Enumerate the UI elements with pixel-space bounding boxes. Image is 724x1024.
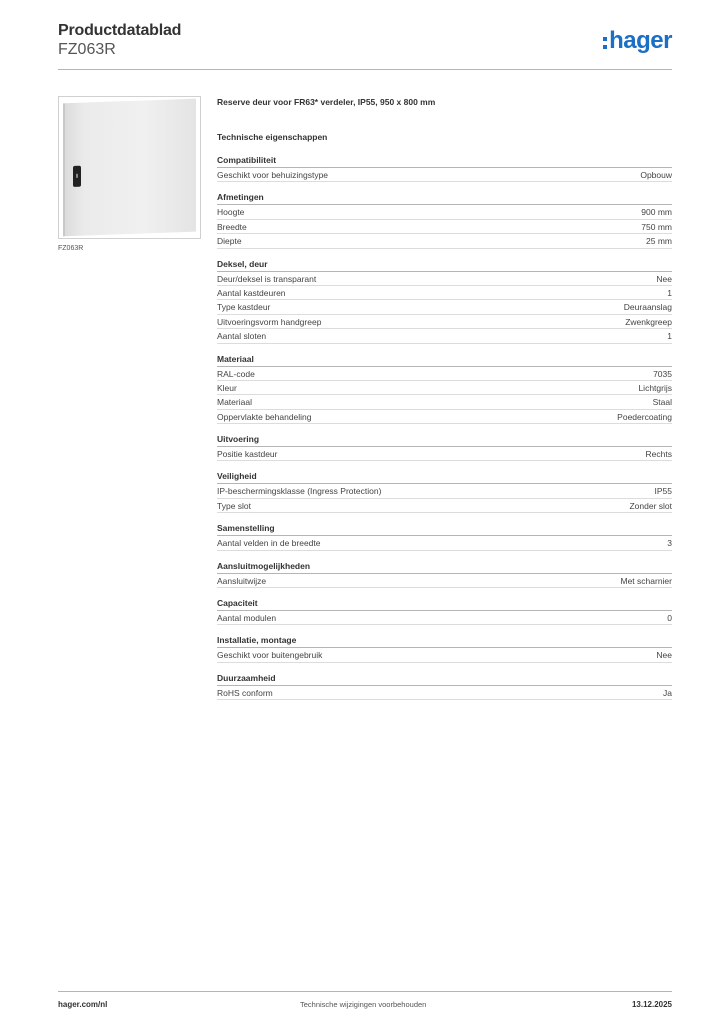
section-title: Veiligheid: [217, 469, 672, 484]
spec-row: [217, 410, 672, 424]
spec-row: [217, 395, 672, 409]
product-image: [58, 96, 201, 239]
section-title: Compatibiliteit: [217, 153, 672, 168]
product-code: FZ063R: [58, 41, 116, 58]
spec-value: 3: [667, 538, 672, 549]
spec-row: [217, 205, 672, 219]
door-handle-icon: [73, 166, 81, 187]
spec-label: Kleur: [217, 382, 237, 393]
spec-row: [217, 168, 672, 182]
spec-label: Uitvoeringsvorm handgreep: [217, 316, 322, 327]
spec-value: 1: [667, 331, 672, 342]
spec-label: Materiaal: [217, 397, 252, 408]
spec-label: Geschikt voor behuizingstype: [217, 170, 329, 180]
spec-row: [217, 315, 672, 329]
spec-label: Geschikt voor buitengebruik: [217, 650, 323, 661]
spec-row: [217, 648, 672, 662]
page-title: Productdatablad: [58, 22, 182, 39]
spec-label: Positie kastdeur: [217, 449, 278, 460]
spec-label: Oppervlakte behandeling: [217, 411, 312, 422]
spec-value: Zwenkgreep: [625, 316, 672, 327]
footer-website-link[interactable]: hager.com/nl: [58, 1000, 108, 1009]
section-title: Duurzaamheid: [217, 671, 672, 686]
section-title: Afmetingen: [217, 190, 672, 205]
spec-row: [217, 611, 672, 625]
hager-logo[interactable]: [603, 28, 672, 54]
spec-section: [217, 153, 672, 182]
footer-notice: Technische wijzigingen voorbehouden: [300, 1000, 427, 1009]
logo-text: hager: [609, 27, 672, 54]
page-header: [58, 20, 672, 70]
spec-label: Aantal kastdeuren: [217, 287, 286, 298]
spec-label: Aantal velden in de breedte: [217, 538, 321, 549]
spec-value: Met scharnier: [620, 575, 672, 586]
spec-label: Type slot: [217, 500, 252, 511]
tech-properties-heading: Technische eigenschappen: [217, 132, 328, 142]
spec-row: [217, 484, 672, 498]
product-description: Reserve deur voor FR63* verdeler, IP55, 950 x 800 mm: [217, 97, 436, 107]
spec-value: 0: [667, 613, 672, 624]
section-title: Samenstelling: [217, 521, 672, 536]
section-title: Deksel, deur: [217, 257, 672, 272]
spec-value: Nee: [656, 273, 672, 284]
spec-content: [217, 96, 672, 700]
spec-section: [217, 596, 672, 625]
spec-row: [217, 574, 672, 588]
spec-value: Zonder slot: [629, 500, 672, 511]
spec-section: [217, 432, 672, 461]
spec-label: Aantal sloten: [217, 331, 267, 342]
spec-row: [217, 234, 672, 248]
footer-date: 13.12.2025: [631, 1000, 672, 1009]
spec-section: [217, 671, 672, 700]
spec-label: Diepte: [217, 236, 242, 247]
spec-row: [217, 272, 672, 286]
spec-value: Staal: [652, 397, 672, 408]
spec-section: [217, 521, 672, 550]
spec-value: Nee: [656, 650, 672, 661]
spec-row: [217, 499, 672, 513]
spec-label: Type kastdeur: [217, 302, 271, 313]
spec-section: [217, 352, 672, 425]
spec-value: Lichtgrijs: [638, 382, 672, 393]
spec-label: RAL-code: [217, 368, 255, 379]
spec-section: [217, 190, 672, 248]
spec-value: IP55: [654, 486, 672, 497]
spec-row: [217, 381, 672, 395]
spec-value: Opbouw: [640, 170, 672, 180]
spec-label: Aansluitwijze: [217, 575, 267, 586]
spec-value: 900 mm: [641, 207, 672, 218]
spec-value: 1: [667, 287, 672, 298]
spec-value: Ja: [663, 687, 672, 698]
spec-label: RoHS conform: [217, 687, 273, 698]
section-title: Capaciteit: [217, 596, 672, 611]
page-footer: [58, 991, 672, 1011]
spec-label: Aantal modulen: [217, 613, 277, 624]
spec-value: Poedercoating: [617, 411, 672, 422]
spec-label: Hoogte: [217, 207, 245, 218]
spec-row: [217, 447, 672, 461]
spec-label: Deur/deksel is transparant: [217, 273, 317, 284]
section-title: Uitvoering: [217, 432, 672, 447]
spec-row: [217, 286, 672, 300]
spec-label: IP-beschermingsklasse (Ingress Protection): [217, 486, 382, 497]
spec-row: [217, 329, 672, 343]
spec-section: [217, 633, 672, 662]
spec-label: Breedte: [217, 221, 247, 232]
door-panel-image: [63, 99, 196, 237]
logo-dots-icon: [603, 37, 607, 49]
spec-row: [217, 536, 672, 550]
spec-row: [217, 300, 672, 314]
spec-value: Deuraanslag: [623, 302, 672, 313]
spec-row: [217, 686, 672, 700]
image-caption: FZ063R: [58, 245, 84, 252]
spec-sections: [217, 153, 672, 700]
spec-value: 7035: [653, 368, 672, 379]
spec-value: 750 mm: [641, 221, 672, 232]
spec-value: 25 mm: [646, 236, 672, 247]
section-title: Materiaal: [217, 352, 672, 367]
spec-row: [217, 220, 672, 234]
section-title: Aansluitmogelijkheden: [217, 559, 672, 574]
spec-value: Rechts: [645, 449, 672, 460]
section-title: Installatie, montage: [217, 633, 672, 648]
spec-section: [217, 469, 672, 513]
spec-section: [217, 257, 672, 344]
spec-row: [217, 367, 672, 381]
spec-section: [217, 559, 672, 588]
